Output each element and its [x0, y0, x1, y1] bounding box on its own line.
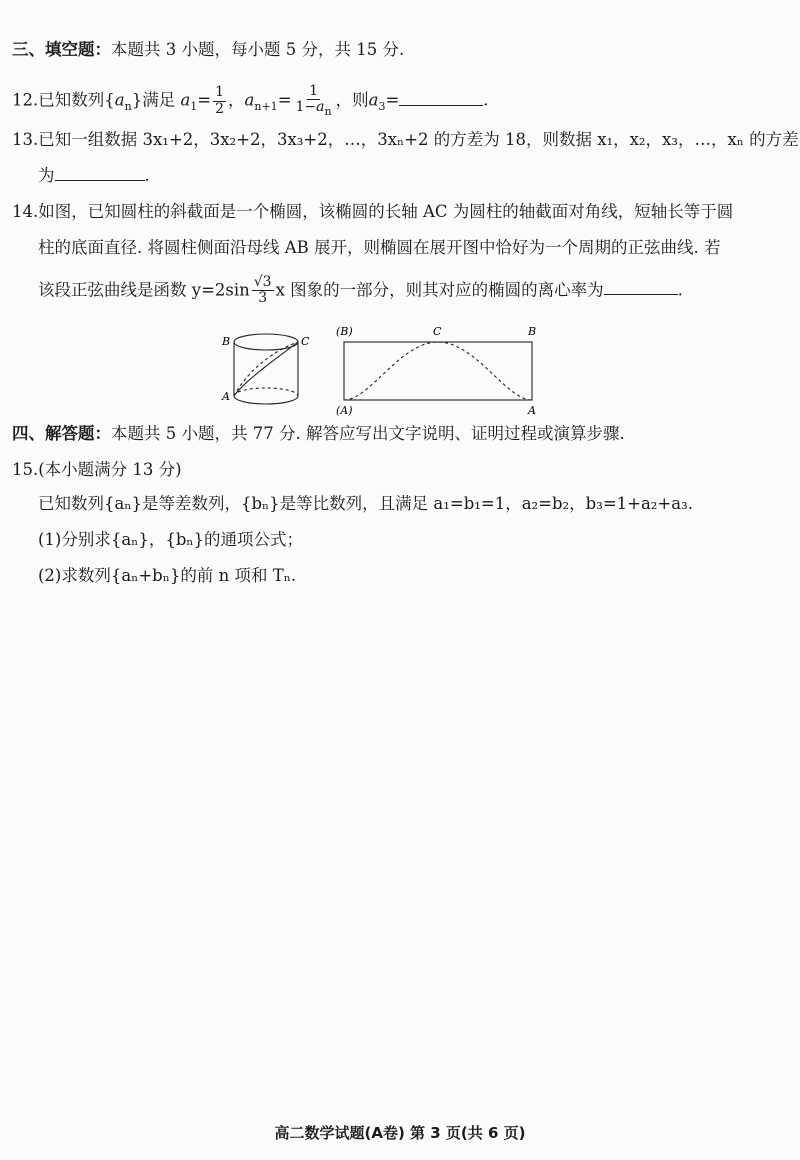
section-4-heading [12, 424, 625, 444]
section-3-title: 三、填空题： [12, 40, 111, 59]
cyl-label-B: B [222, 335, 231, 348]
q12-fraction-recursion: $\frac{1}{1-a_n}$ [295, 83, 332, 119]
q14-frac-den: 3 [258, 290, 268, 307]
rect-label-B: B [528, 325, 537, 338]
rect-label-C: C [433, 325, 442, 338]
section-4-title: 四、解答题： [12, 424, 111, 443]
section-4-desc: 本题共 5 小题，共 77 分. 解答应写出文字说明、证明过程或演算步骤. [111, 424, 625, 443]
cylinder-figure [234, 334, 298, 404]
page-footer: 高二数学试题(A卷) 第 3 页(共 6 页) [274, 1124, 526, 1142]
unrolled-rectangle [344, 342, 532, 400]
question-13-line-2: 为 . [38, 166, 150, 185]
question-15-part-1 [38, 530, 303, 550]
question-14-line-3: 该段正弦曲线是函数 y=2sin $\frac{√3}{3}$ x 图象的一部分，则其对应的椭圆的离心率为 . [38, 274, 683, 307]
q14-number: 14. [12, 202, 39, 221]
q15-number: 15. [12, 460, 39, 479]
q12-number: 12. [12, 90, 39, 110]
q15-part-2: (2)求数列{aₙ+bₙ}的前 n 项和 Tₙ. [38, 566, 297, 585]
question-15-part-2 [38, 566, 296, 586]
unrolled-rect [344, 342, 532, 400]
q14-line-1: 如图，已知圆柱的斜截面是一个椭圆，该椭圆的长轴 AC 为圆柱的轴截面对角线，短轴长等于圆 [38, 202, 734, 221]
q13-number: 13. [12, 130, 39, 149]
q12-text-b: 满足 [142, 90, 176, 110]
section-3-desc: 本题共 3 小题，每小题 5 分，共 15 分. [111, 40, 405, 59]
q13-line-1: 已知一组数据 3x₁+2，3x₂+2，3x₃+2，…，3xₙ+2 的方差为 18，则数据 x₁，x₂，x₃，…，xₙ 的方差 [38, 130, 799, 149]
cyl-label-C: C [301, 335, 310, 348]
rect-label-B-paren: (B) [336, 325, 353, 338]
q12-fraction-half: $\frac{1}{2}$ [215, 84, 225, 117]
q14-line-2: 柱的底面直径. 将圆柱侧面沿母线 AB 展开，则椭圆在展开图中恰好为一个周期的正弦曲线. 若 [38, 238, 721, 257]
q15-stem: 已知数列{aₙ}是等差数列，{bₙ}是等比数列，且满足 a₁=b₁=1，a₂=b₂，b₃=1+a₂+a₃. [38, 494, 693, 513]
rect-label-A-paren: (A) [336, 404, 353, 417]
q14-frac-num: √3 [253, 274, 272, 290]
q14-line-3b: x 图象的一部分，则其对应的椭圆的离心率为 [275, 280, 604, 300]
rect-label-A: A [528, 404, 536, 417]
question-15-stem [38, 494, 693, 514]
question-15-header [12, 460, 182, 480]
cylinder-top-ellipse [234, 334, 298, 350]
question-12: 12.已知数列$\{a_n\}$满足 $a_1=$ $\frac{1}{2}$ ，$a_{n+1}=$ $\frac{1}{1-a_n}$ ，则$a_3=$ . [12, 83, 489, 119]
q12-text-a: 已知数列 [38, 90, 105, 110]
sine-curve [344, 342, 532, 400]
cylinder-bottom-front [234, 396, 298, 404]
q12-text-c: ，则 [335, 90, 369, 110]
q15-score: (本小题满分 13 分) [38, 460, 182, 479]
q15-part-1: (1)分别求{aₙ}，{bₙ}的通项公式； [38, 530, 304, 549]
cylinder-bottom-back [234, 388, 298, 396]
q14-line-3a: 该段正弦曲线是函数 y=2sin [38, 280, 250, 300]
cyl-label-A: A [222, 390, 230, 403]
q13-line-2: 为 [38, 166, 55, 185]
